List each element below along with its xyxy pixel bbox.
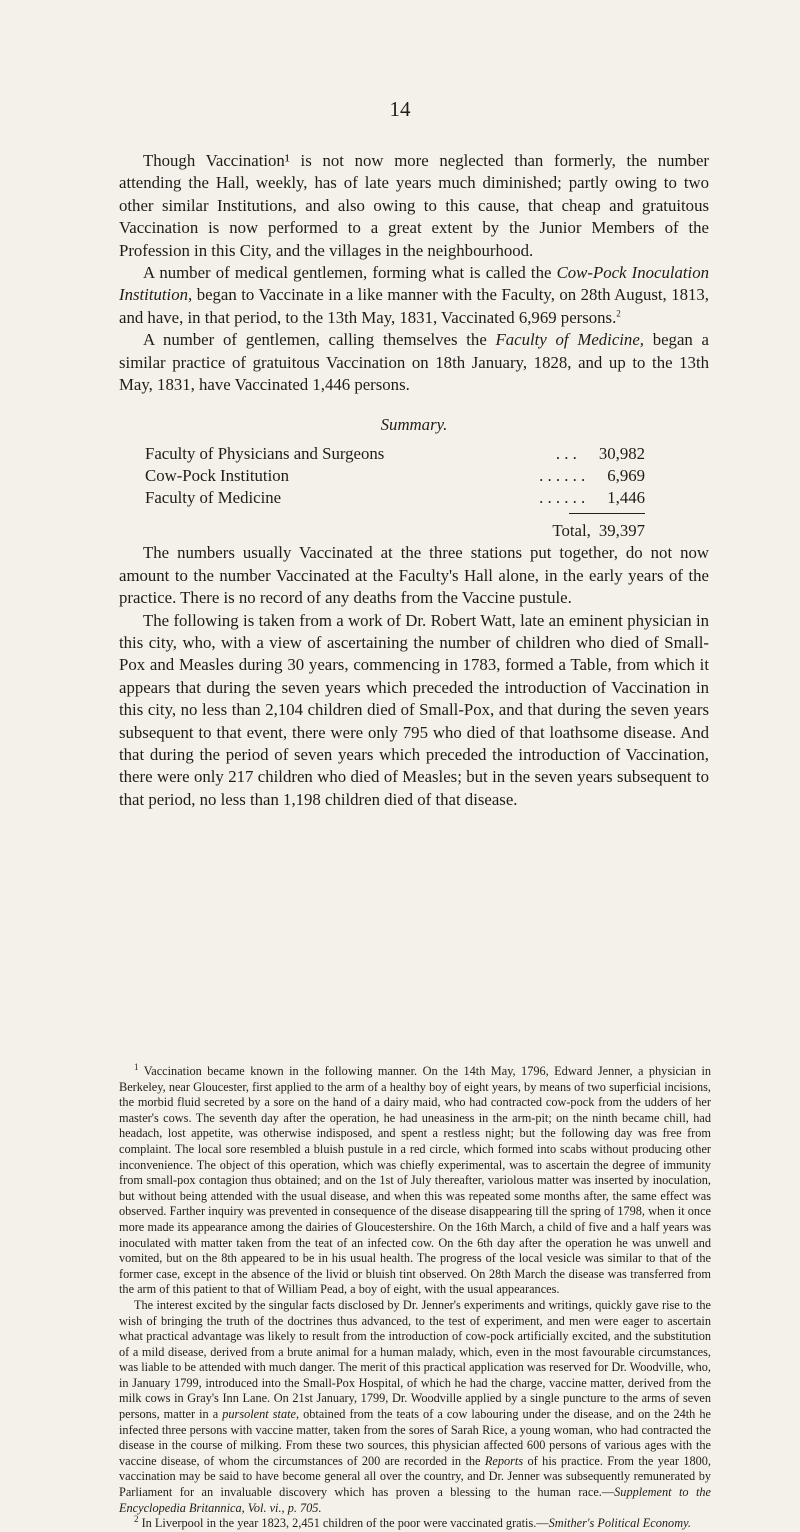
summary-title: Summary. bbox=[380, 415, 448, 435]
footnote-1-continued bbox=[119, 1298, 711, 1516]
leader-dots: . . . . . . bbox=[539, 487, 586, 507]
paragraph-cow-pock-institution bbox=[119, 262, 709, 329]
text-span: began to Vaccinate in a like manner with the Faculty, on 28th August, 1813, and have, in that period, to the 13th May, 1831, Vaccinated 6,969 persons. bbox=[119, 285, 709, 327]
paragraph-vaccination-neglect: Though Vaccination¹ is not now more neglected than formerly, the number attending the Hall, weekly, has of late years much diminished; partly owing to two other similar Institutions, and also owing to this cause, that cheap and gratuitous Vaccination is now performed to a great extent by the Junior Members of the Profession in this City, and the villages in the neighbourhood. bbox=[119, 151, 709, 260]
footnote-text: In Liverpool in the year 1823, 2,451 children of the poor were vaccinated gratis.— bbox=[141, 1516, 549, 1531]
footnote-text: The interest excited by the singular facts disclosed by Dr. Jenner's experiments and writings, quickly gave rise to the wish of bringing the truth of the doctrines thus advanced, to the test of experiment, and men were eager to ascertain what practical advantage was likely to result from the introduction of cow-pock artificially excited, and the substitution of a mild disease, derived from a brute animal for a human malady, which, even in the most favourable circumstances, was liable to be attended with much danger. The merit of this practical application was reserved for Dr. Woodville, who, in January 1799, introduced into the Small-Pox Hospital, of which he had the charge, vaccine matter, derived from the milk cows in Gray's Inn Lane. On 21st January, 1799, Dr. Woodville applied by a single puncture to the arms of seven persons, matter in a bbox=[119, 1297, 711, 1422]
leader-dots: . . . . . . bbox=[539, 465, 586, 485]
total-rule-row bbox=[145, 509, 645, 520]
institution-name: Cow-Pock Inoculation Institution, bbox=[119, 263, 709, 305]
faculty-name: Faculty of Medicine, bbox=[495, 330, 644, 350]
footnote-text: of his practice. From the year 1800, vaccination may be said to have become general all over the country, and Dr. Jenner was subsequently remunerated by Parliament for an invaluable discovery which has proven a blessing to the human race.— bbox=[119, 1453, 712, 1500]
text-span: began a similar practice of gratuitous Vaccination on 18th January, 1828, and up to the 13th May, 1831, have Vaccinated 1,446 persons. bbox=[119, 330, 709, 395]
total-label: Total, bbox=[552, 520, 591, 540]
footnote-mark: 1 bbox=[134, 1061, 139, 1072]
main-text bbox=[119, 150, 709, 811]
footnote-citation: Supplement to the Encyclopedia Britannica, Vol. vi., p. 705. bbox=[119, 1485, 711, 1515]
text-span: A number of medical gentlemen, forming what is called the bbox=[143, 263, 557, 283]
summary-value: 30,982 bbox=[598, 443, 645, 463]
footnote-1 bbox=[119, 1061, 712, 1298]
summary-value: 1,446 bbox=[607, 487, 645, 507]
paragraph-faculty-of-medicine bbox=[119, 329, 709, 396]
summary-row bbox=[145, 487, 645, 509]
summary-row bbox=[145, 465, 645, 487]
footnote-citation: Smither's Political Economy. bbox=[548, 1516, 691, 1531]
footnote-italic: pursolent state, bbox=[222, 1407, 300, 1422]
footnote-ref: 2 bbox=[616, 308, 621, 319]
text-span: A number of gentlemen, calling themselves the bbox=[143, 330, 496, 350]
summary-label: Faculty of Medicine bbox=[145, 487, 282, 507]
summary-value: 6,969 bbox=[607, 465, 645, 485]
summary-row bbox=[145, 443, 645, 465]
footnote-2 bbox=[119, 1516, 711, 1532]
total-value: 39,397 bbox=[598, 520, 645, 540]
sum-rule bbox=[569, 513, 645, 514]
page-number: 14 bbox=[389, 97, 411, 121]
summary-table bbox=[145, 443, 645, 509]
summary-total bbox=[145, 520, 645, 542]
summary-label: Faculty of Physicians and Surgeons bbox=[145, 443, 385, 463]
paragraph-watt-table: The following is taken from a work of Dr. Robert Watt, late an eminent physician in this city, who, with a view of ascertaining the number of children who died of Small-Pox and Measles during 30 years, commencing in 1783, formed a Table, from which it appears that during the seven years which preceded the introduction of Vaccination in this city, no less than 2,104 children died of Small-Pox, and that during the seven years subsequent to that event, there were only 795 who died of that loathsome disease. And that during the period of seven years which preceded the introduction of Vaccination, there were only 217 children who died of Measles; but in the seven years subsequent to that period, no less than 1,198 children died of that disease. bbox=[119, 610, 709, 809]
footnotes bbox=[119, 1061, 712, 1532]
leader-dots: . . . bbox=[555, 443, 577, 463]
summary-label: Cow-Pock Institution bbox=[145, 465, 290, 485]
footnote-text: obtained from the teats of a cow labouring under the disease, and on the 24th he infected three persons with vaccine matter, taken from the sores of Sarah Rice, a young woman, who had contracted the disease in the course of milking. From these two sources, this physician affected 600 persons of various ages with the vaccine disease, of whom the circumstances of 200 are recorded in the bbox=[119, 1407, 711, 1468]
footnote-text: Vaccination became known in the following manner. On the 14th May, 1796, Edward Jenner, a physician in Berkeley, near Gloucester, first applied to the arm of a healthy boy of eight years, by means of two superficial incisions, the morbid fluid secreted by a sore on the hand of a dairy maid, who had contracted cow-pock from the udders of her master's cows. The seventh day after the operation, he had uneasiness in the arm-pit; on the ninth became chill, had headach, lost appetite, was otherwise indisposed, and spent a restless night; but the following day was free from complaint. The local sore resembled a bluish pustule in a red circle, which formed into scabs without producing other inconvenience. The object of this operation, which was chiefly experimental, was to ascertain the degree of immunity from small-pox contagion thus obtained; and on the 1st of July thereafter, variolous matter was inserted by inoculation, but without being attended with the usual disease, and when this was repeated some months after, the same effect was observed. Farther inquiry was prevented in consequence of the disease disappearing till the spring of 1798, when it once more made its appearance among the dairies of Gloucestershire. On the 16th March, a child of five and a half years was inoculated with matter taken from the teat of an infected cow. On the 6th day after the operation he was unwell and vomited, but on the 8th appeared to be in his usual health. The progress of the local vesicle was similar to that of the former case, except in the absence of the livid or bluish tint observed. On 28th March the disease was transferred from the arm of this patient to that of William Pead, a boy of eight, with the usual appearances. bbox=[119, 1064, 712, 1297]
footnote-mark: 2 bbox=[134, 1514, 139, 1525]
paragraph-numbers-comparison: The numbers usually Vaccinated at the three stations put together, do not now amount to the number Vaccinated at the Faculty's Hall alone, in the early years of the practice. There is no record of any deaths from the Vaccine pustule. bbox=[119, 543, 709, 608]
footnote-italic: Reports bbox=[484, 1453, 524, 1468]
